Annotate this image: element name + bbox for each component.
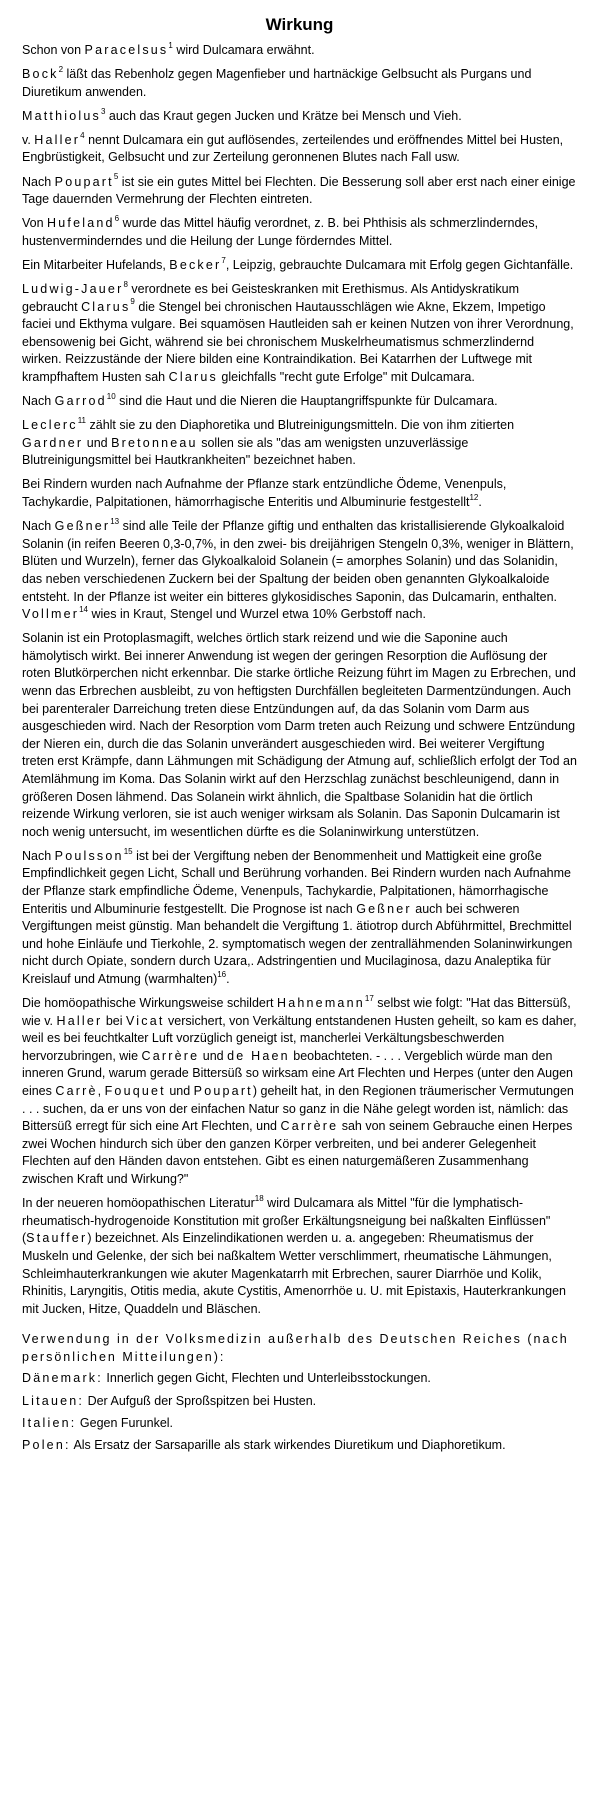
author-name: de Haen: [227, 1048, 290, 1063]
author-name: Garrod: [54, 394, 107, 409]
volksmedizin-item: [22, 1393, 577, 1411]
footnote-ref: 12: [469, 492, 479, 502]
paragraph: [22, 174, 577, 209]
text-run: und: [165, 1084, 194, 1099]
text-run: Nach: [22, 848, 55, 863]
footnote-ref: 17: [364, 993, 374, 1003]
text-run: sind alle Teile der Pflanze giftig und enthalten das kristallisierende Glykoalkaloid Solanin (in reifen Beeren 0,3-0,7%, in den zwei- bis dreijährigen Stengeln 0,3%, weniger in Blättern, Blüten und Wurzeln), ferner das Glykoalkaloid Solanein (= amorphes Solanin) und das Solanidin, das neben verschiedenen Zuckern bei der Spaltung der beiden oben genannten Glykoalkaloide entsteht. In der Pflanze ist weiter ein bitteres glykosidisches Saponin, das Dulcamarin, enthalten.: [22, 519, 574, 604]
volksmedizin-item: [22, 1415, 577, 1433]
volksmedizin-heading: Verwendung in der Volksmedizin außerhalb des Deutschen Reiches (nach persönlichen Mitteilungen):: [22, 1332, 569, 1364]
text-run: auch das Kraut gegen Jucken und Krätze bei Mensch und Vieh.: [105, 108, 462, 123]
text-run: Nach: [22, 174, 55, 189]
author-name: Clarus: [168, 370, 218, 384]
paragraph: [22, 630, 577, 841]
footnote-ref: 8: [123, 279, 128, 289]
author-name: Carrère: [280, 1119, 339, 1134]
text-run: versichert, von Verkältung entstandenen Husten geheilt, so kam es daher, weil es bei feuchtkalter Luft vorzüglich geneigt ist, mancherlei Verkältungsbeschwerden hervorzubringen, wie: [22, 1013, 577, 1063]
footnote-ref: 11: [77, 416, 87, 426]
author-name: Gardner: [22, 435, 84, 450]
paragraph: [22, 848, 577, 989]
text-run: .: [478, 495, 482, 510]
footnote-ref: 2: [58, 64, 64, 74]
author-name: Vicat: [126, 1013, 165, 1028]
footnote-ref: 4: [80, 130, 85, 140]
author-name: Haller: [56, 1013, 103, 1028]
text-run: selbst wie folgt: "Hat das Bittersüß, wie v.: [22, 996, 571, 1028]
text-run: Die homöopathische Wirkungsweise schildert: [22, 996, 277, 1011]
author-name: Clarus: [81, 299, 131, 314]
text-run: wird Dulcamara erwähnt.: [172, 43, 315, 57]
footnote-ref: 13: [110, 517, 120, 526]
body-text: [22, 42, 577, 1318]
footnote-ref: 5: [113, 172, 119, 182]
footnote-ref: 14: [79, 604, 88, 614]
author-name: Ludwig-Jauer: [22, 282, 124, 297]
footnote-ref: 6: [114, 214, 120, 224]
author-name: Matthiolus: [22, 108, 101, 123]
text-run: v.: [22, 132, 35, 147]
paragraph: [22, 132, 577, 167]
text-run: und: [199, 1048, 228, 1063]
paragraph: [22, 476, 577, 511]
country-text: Der Aufguß der Sproßspitzen bei Husten.: [84, 1393, 317, 1408]
author-name: Carrère: [141, 1048, 200, 1063]
country-label: Dänemark:: [22, 1371, 103, 1386]
author-name: Fouquet: [104, 1084, 166, 1099]
footnote-ref: 15: [123, 846, 133, 856]
paragraph: [22, 417, 577, 470]
text-run: und: [83, 435, 112, 450]
author-name: Hahnemann: [276, 996, 365, 1011]
text-run: ist bei der Vergiftung neben der Benommenheit und Mattigkeit eine große Empfindlichkeit gegen Licht, Schall und Berührung vorhanden. Bei Rindern wurden nach Aufnahme der Pflanze stark empfindliche Ödeme, Venenpuls, Tachykardie, Palpitationen, hämorrhagische Enteritis und Albuminurie festgestellt. Die Prognose ist nach: [22, 848, 571, 916]
text-run: verordnete es bei Geisteskranken mit Erethismus. Als Antidyskratikum gebraucht: [22, 282, 520, 314]
paragraph: [22, 281, 577, 387]
country-label: Polen:: [22, 1437, 71, 1452]
paragraph: [22, 393, 577, 411]
author-name: Hufeland: [47, 216, 115, 231]
text-run: zählt sie zu den Diaphoretika und Blutreinigungsmitteln. Die von ihm zitierten: [86, 418, 515, 433]
paragraph: [22, 66, 577, 101]
text-run: Von: [22, 216, 48, 231]
footnote-ref: 1: [168, 40, 173, 50]
author-name: Poupart: [54, 174, 114, 189]
footnote-ref: 7: [221, 255, 226, 265]
paragraph: [22, 257, 577, 275]
page-title: Wirkung: [265, 15, 334, 34]
footnote-ref: 9: [130, 297, 135, 307]
volksmedizin-item: [22, 1437, 577, 1455]
author-name: Carrè: [55, 1084, 98, 1099]
author-name: Bretonneau: [111, 435, 198, 450]
author-name: Leclerc: [22, 418, 78, 433]
author-name: Paracelsus: [84, 43, 169, 57]
footnote-ref: 3: [100, 106, 106, 116]
text-run: sah von seinem Gebrauche einen Herpes zwei Wochen hindurch sich über den ganzen Körper verbreiten, und bei anderer Gelegenheit Flechten auf den Händen davon entstehen. Gibt es einen naturgemäßeren Zusammenhang zwischen Kraft und Wirkung?": [22, 1119, 573, 1187]
country-label: Litauen:: [22, 1393, 85, 1408]
text-run: ) geheilt hat, in den Regionen träumerischer Vermutungen . . . suchen, da er uns von der einfachen Natur so ganz in die Nähe gelegt worden ist, nämlich: das Bittersüß erregt für sich eine Art Flechten, und: [22, 1084, 574, 1134]
paragraph: [22, 42, 577, 60]
paragraph: [22, 995, 577, 1189]
country-text: Innerlich gegen Gicht, Flechten und Unterleibsstockungen.: [102, 1371, 431, 1386]
author-name: Poulsson: [54, 848, 124, 863]
footnote-ref: 16: [217, 969, 227, 979]
paragraph: [22, 215, 577, 250]
author-name: Haller: [34, 132, 81, 147]
author-name: Vollmer: [22, 607, 80, 622]
paragraph: [22, 108, 577, 126]
text-run: Nach: [22, 519, 55, 534]
text-run: bei: [102, 1013, 126, 1028]
text-run: In der neueren homöopathischen Literatur: [22, 1196, 255, 1211]
author-name: Geßner: [356, 901, 412, 916]
author-name: Becker: [169, 257, 222, 272]
text-run: gleichfalls "recht gute Erfolge" mit Dulcamara.: [217, 370, 475, 384]
country-text: Als Ersatz der Sarsaparille als stark wirkendes Diuretikum und Diaphoretikum.: [70, 1437, 506, 1452]
text-run: nennt Dulcamara ein gut auflösendes, zerteilendes und eröffnendes Mittel bei Husten, Engbrüstigkeit, Gelbsucht und zur Zerteilung geronnenen Blutes nach Fall usw.: [22, 132, 564, 165]
text-run: Solanin ist ein Protoplasmagift, welches örtlich stark reizend und wie die Saponine auch hämolytisch wirkt. Bei innerer Anwendung ist wegen der geringen Resorption die Auflösung der roten Blutkörperchen nicht erkennbar. Die starke örtliche Reizung führt im Magen zu Erbrechen, und wenn das Erbrechen ausbleibt, zu von heftigsten Durchfällen begleiteten Darmentzündungen. Auch bei parenteraler Darreichung treten diese Entzündungen auf, da das Solanin vom Darm aus ausgeschieden wird. Nach der Resorption vom Darm treten auch Reizung und schwere Entzündung der Nieren ein, durch die das Solanin unverändert ausgeschieden wird. Bei weiterer Vergiftung treten erst Krämpfe, dann Lähmungen mit Schädigung der Atmung auf, schließlich erfolgt der Tod an Atemlähmung im Koma. Das Solanin wirkt auf den Herzschlag zunächst beschleunigend, dann in größeren Dosen lähmend. Das Solanein wirkt ähnlich, die Spaltbase Solanidin hat die örtlich reizende Wirkung verloren, sie ist auch weniger wirksam als Solanin. Das Saponin Dulcamarin ist noch wenig untersucht, im wesentlichen dürfte es die Solaninwirkung unterstützen.: [22, 631, 577, 839]
paragraph: [22, 1195, 577, 1318]
text-run: sind die Haut und die Nieren die Hauptangriffspunkte für Dulcamara.: [115, 394, 498, 409]
text-run: Bei Rindern wurden nach Aufnahme der Pflanze stark entzündliche Ödeme, Venenpuls, Tachykardie, Palpitationen, hämorrhagische Enteritis und Albuminurie festgestellt: [22, 477, 507, 510]
country-text: Gegen Furunkel.: [76, 1415, 174, 1430]
text-run: Schon von: [22, 43, 85, 57]
text-run: wird Dulcamara als Mittel "für die lymphatisch-rheumatisch-hydrogenoide Konstitution mit großer Erkältungsneigung bei naßkalten Einflüssen" (: [22, 1196, 551, 1246]
author-name: Stauffer: [26, 1231, 88, 1246]
volksmedizin-list: [22, 1370, 577, 1454]
text-run: ist sie ein gutes Mittel bei Flechten. Die Besserung soll aber erst nach einer einige Tage dauernden Vermehrung der Flechten eintreten.: [22, 174, 576, 207]
author-name: Geßner: [54, 519, 111, 534]
text-run: läßt das Rebenholz gegen Magenfieber und hartnäckige Gelbsucht als Purgans und Diuretikum anwenden.: [22, 67, 532, 99]
text-run: ,: [97, 1084, 105, 1099]
text-run: .: [226, 972, 230, 986]
text-run: wurde das Mittel häufig verordnet, z. B. bei Phthisis als schmerzlinderndes, hustenverminderndes und die Heilung der Lunge förderndes Mittel.: [22, 216, 539, 248]
text-run: , Leipzig, gebrauchte Dulcamara mit Erfolg gegen Gichtanfälle.: [225, 257, 574, 272]
text-run: wies in Kraut, Stengel und Wurzel etwa 10% Gerbstoff nach.: [88, 607, 426, 622]
country-label: Italien:: [22, 1415, 77, 1430]
author-name: Bock: [22, 67, 59, 82]
text-run: auch bei schweren Vergiftungen meist günstig. Man behandelt die Vergiftung 1. ätiotrop durch Abführmittel, Brechmittel und hohe Einläufe und Tierkohle, 2. symptomatisch wegen der zentrallähmenden Solaninwirkungen nicht durch Opiate, sondern durch Uzara,. Adstringentien und Mucilaginosa, dazu Analeptika für Kreislauf und Atmung (warmhalten): [22, 901, 573, 986]
text-run: beobachteten. - . . . Vergeblich würde man den inneren Grund, warum gerade Bittersüß so wirksam eine Art Flechten und Herpes (unter den Augen eines: [22, 1048, 573, 1099]
text-run: Nach: [22, 394, 55, 409]
text-run: die Stengel bei chronischen Hautausschlägen wie Akne, Ekzem, Impetigo faciei und Ekthyma vulgare. Bei squamösen Hautleiden sah er keinen Nutzen von ihrer Verordnung, ebensowenig bei Gicht, während sie bei chronischem Muskelrheumatismus schmerzlindernd wirken. Reizzustände der Niere bilden eine Kontraindikation. Bei Katarrhen der Luftwege mit krampfhaftem Husten sah: [22, 299, 574, 384]
footnote-ref: 10: [106, 391, 116, 401]
footnote-ref: 18: [254, 1193, 264, 1203]
text-run: Ein Mitarbeiter Hufelands,: [22, 257, 170, 272]
volksmedizin-item: [22, 1370, 577, 1388]
text-run: sollen sie als "das am wenigsten unzuverlässige Blutreinigungsmittel bei Hautkrankheiten" bezeichnet haben.: [22, 435, 469, 468]
paragraph: [22, 518, 577, 624]
author-name: Poupart: [193, 1084, 253, 1099]
text-run: ) bezeichnet. Als Einzelindikationen werden u. a. angegeben: Rheumatismus der Muskeln und Gelenke, der sich bei naßkaltem Wetter verschlimmert, rheumatische Lähmungen, Schleimhauterkrankungen wie akuter Magenkatarrh mit Erbrechen, saurer Diarrhöe und Kolik, Rhinitis, Laryngitis, Otitis media, akute Cystitis, Amenorrhöe u. U. mit Epistaxis, Hauterkrankungen mit Jucken, Hitze, Quaddeln und Bläschen.: [22, 1231, 566, 1316]
